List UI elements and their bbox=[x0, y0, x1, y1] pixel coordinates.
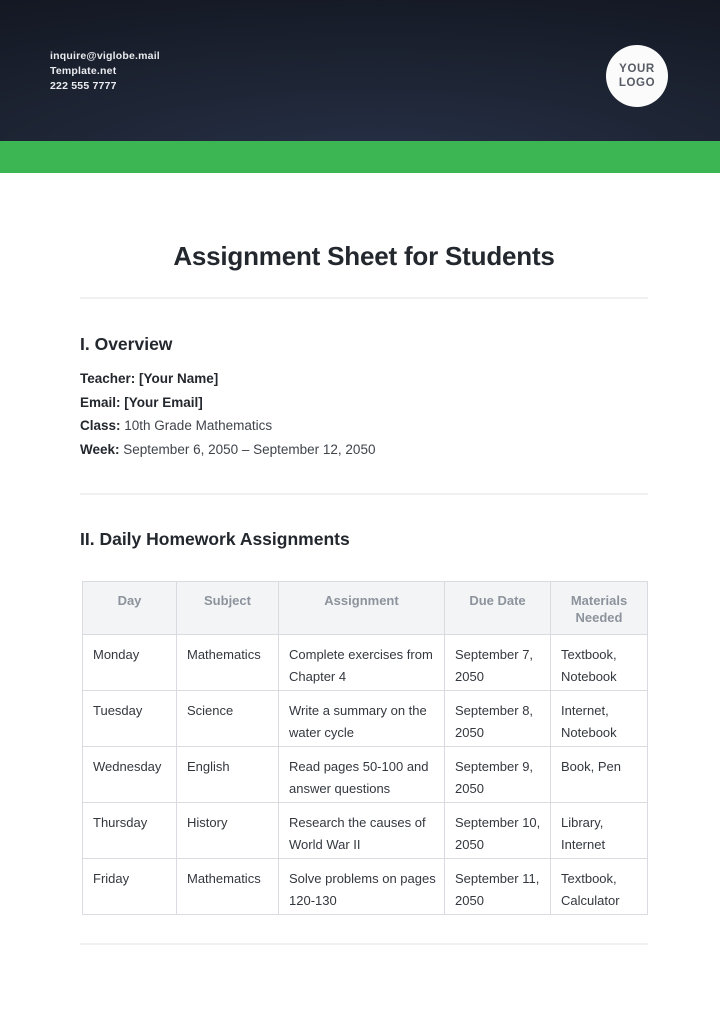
header-banner bbox=[0, 0, 720, 141]
assignments-table bbox=[82, 581, 648, 915]
cell-day: Thursday bbox=[83, 802, 177, 858]
field-value: [Your Name] bbox=[139, 371, 219, 386]
logo-placeholder bbox=[606, 45, 668, 107]
divider-top bbox=[80, 297, 648, 299]
contact-website: Template.net bbox=[50, 65, 117, 77]
divider-middle bbox=[80, 493, 648, 495]
cell-subject: History bbox=[177, 802, 279, 858]
cell-materials-needed: Internet, Notebook bbox=[551, 690, 648, 746]
overview-field bbox=[80, 443, 648, 457]
column-header-day: Day bbox=[83, 581, 177, 634]
cell-subject: Mathematics bbox=[177, 634, 279, 690]
logo-text-line2: LOGO bbox=[618, 77, 656, 89]
overview-field bbox=[80, 372, 648, 386]
table-header-row bbox=[83, 581, 648, 634]
page-title: Assignment Sheet for Students bbox=[173, 241, 555, 271]
cell-day: Monday bbox=[83, 634, 177, 690]
document-body bbox=[0, 241, 720, 945]
contact-phone: 222 555 7777 bbox=[50, 80, 117, 92]
field-value: [Your Email] bbox=[124, 394, 203, 410]
logo-text-line1: YOUR bbox=[619, 63, 655, 75]
table-row bbox=[83, 690, 648, 746]
table-row bbox=[83, 634, 648, 690]
cell-subject: English bbox=[177, 746, 279, 802]
field-label: Teacher: bbox=[80, 371, 140, 386]
contact-info bbox=[50, 49, 160, 94]
cell-materials-needed: Book, Pen bbox=[551, 746, 648, 802]
section-heading-assignments: II. Daily Homework Assignments bbox=[80, 528, 350, 549]
cell-due-date: September 7, 2050 bbox=[445, 634, 551, 690]
cell-assignment: Solve problems on pages 120-130 bbox=[279, 858, 445, 914]
cell-due-date: September 9, 2050 bbox=[445, 746, 551, 802]
overview-fields bbox=[80, 372, 648, 457]
field-value: September 6, 2050 – September 12, 2050 bbox=[123, 441, 376, 457]
overview-field bbox=[80, 396, 648, 410]
cell-materials-needed: Textbook, Calculator bbox=[551, 858, 648, 914]
cell-subject: Science bbox=[177, 690, 279, 746]
cell-subject: Mathematics bbox=[177, 858, 279, 914]
cell-assignment: Write a summary on the water cycle bbox=[279, 690, 445, 746]
cell-assignment: Research the causes of World War II bbox=[279, 802, 445, 858]
cell-materials-needed: Library, Internet bbox=[551, 802, 648, 858]
cell-materials-needed: Textbook, Notebook bbox=[551, 634, 648, 690]
cell-assignment: Read pages 50-100 and answer questions bbox=[279, 746, 445, 802]
contact-email: inquire@viglobe.mail bbox=[50, 50, 160, 62]
divider-bottom bbox=[80, 943, 648, 945]
field-label: Class: bbox=[80, 418, 125, 433]
cell-due-date: September 11, 2050 bbox=[445, 858, 551, 914]
cell-day: Friday bbox=[83, 858, 177, 914]
column-header-subject: Subject bbox=[177, 581, 279, 634]
cell-due-date: September 8, 2050 bbox=[445, 690, 551, 746]
accent-stripe bbox=[0, 141, 720, 173]
field-value: 10th Grade Mathematics bbox=[124, 418, 273, 433]
column-header-assignment: Assignment bbox=[279, 581, 445, 634]
section-assignments bbox=[80, 528, 648, 915]
section-overview bbox=[80, 333, 648, 457]
cell-day: Wednesday bbox=[83, 746, 177, 802]
cell-day: Tuesday bbox=[83, 690, 177, 746]
table-row bbox=[83, 858, 648, 914]
column-header-due-date: Due Date bbox=[445, 581, 551, 634]
table-row bbox=[83, 802, 648, 858]
field-label: Week: bbox=[80, 441, 124, 457]
cell-assignment: Complete exercises from Chapter 4 bbox=[279, 634, 445, 690]
column-header-materials-needed: Materials Needed bbox=[551, 581, 648, 634]
field-label: Email: bbox=[80, 394, 125, 410]
overview-field bbox=[80, 419, 648, 433]
cell-due-date: September 10, 2050 bbox=[445, 802, 551, 858]
section-heading-overview: I. Overview bbox=[80, 334, 173, 354]
table-row bbox=[83, 746, 648, 802]
